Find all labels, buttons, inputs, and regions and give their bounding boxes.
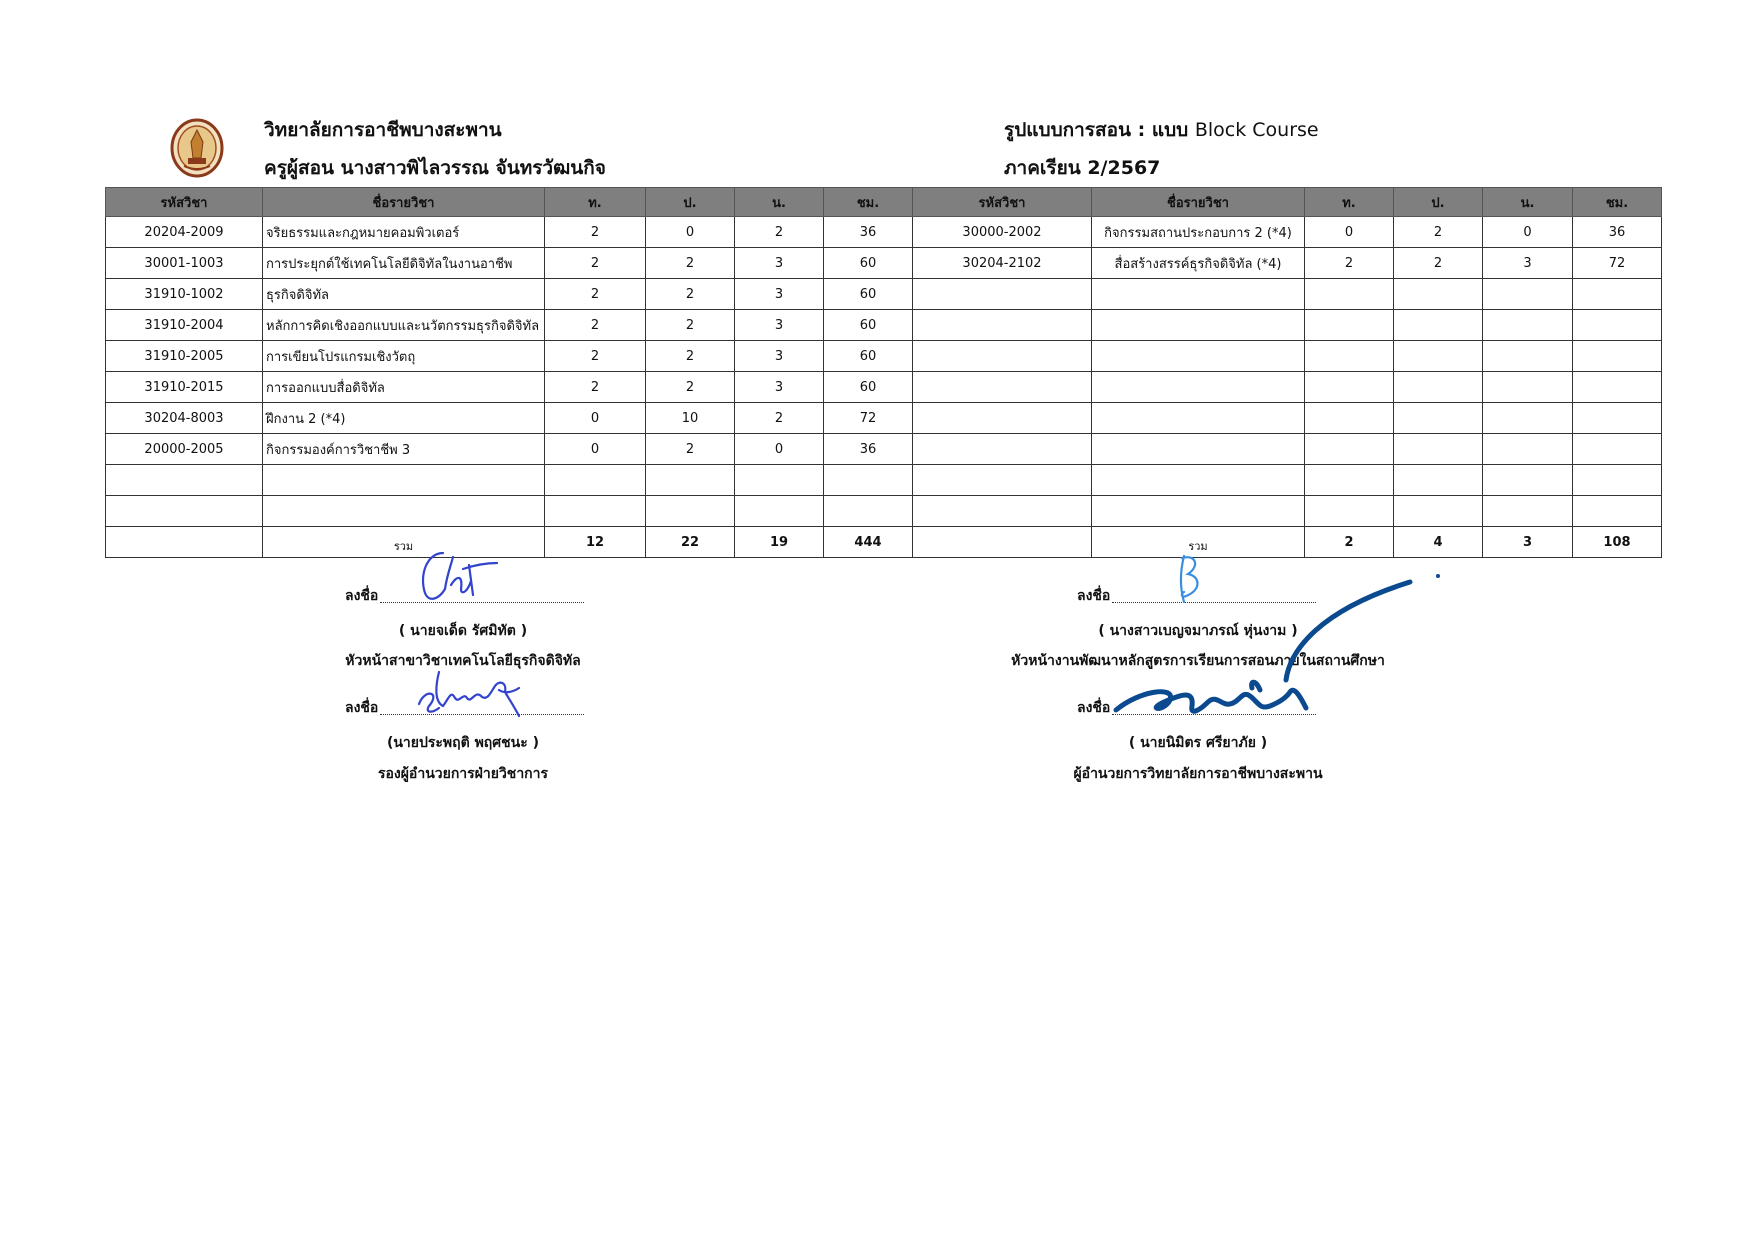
table-row	[106, 403, 1662, 434]
table-cell	[1305, 403, 1394, 434]
table-cell: 3	[735, 372, 824, 403]
table-cell	[106, 496, 263, 527]
col-header: ป.	[646, 188, 735, 217]
signer-name: ( นางสาวเบญจมาภรณ์ หุ่นงาม )	[1098, 623, 1298, 639]
table-cell	[545, 465, 646, 496]
table-cell	[1573, 434, 1662, 465]
table-cell	[1394, 279, 1483, 310]
table-cell	[1483, 341, 1573, 372]
table-cell	[1092, 310, 1305, 341]
signer-name: (นายประพฤติ พฤศชนะ )	[386, 735, 540, 751]
signature-line-head-curriculum	[1077, 585, 1316, 607]
table-cell	[913, 372, 1092, 403]
total-cell: 444	[824, 527, 913, 558]
total-cell: 19	[735, 527, 824, 558]
table-cell	[1092, 496, 1305, 527]
table-cell	[1573, 372, 1662, 403]
total-cell: 2	[1305, 527, 1394, 558]
table-cell	[1483, 403, 1573, 434]
signer-title: ผู้อำนวยการวิทยาลัยการอาชีพบางสะพาน	[1073, 766, 1323, 782]
signer-title: หัวหน้างานพัฒนาหลักสูตรการเรียนการสอนภายในสถานศึกษา	[1011, 653, 1385, 669]
table-cell: 30000-2002	[913, 217, 1092, 248]
table-cell	[1483, 310, 1573, 341]
table-cell	[913, 403, 1092, 434]
col-header: ชื่อรายวิชา	[263, 188, 545, 217]
table-cell	[545, 496, 646, 527]
table-row	[106, 279, 1662, 310]
table-cell	[646, 465, 735, 496]
table-cell: 2	[1394, 217, 1483, 248]
table-cell: 3	[735, 279, 824, 310]
teaching-format	[1004, 115, 1319, 145]
table-cell	[913, 279, 1092, 310]
table-cell	[106, 465, 263, 496]
table-cell: จริยธรรมและกฎหมายคอมพิวเตอร์	[263, 217, 545, 248]
table-cell	[1573, 465, 1662, 496]
table-cell	[263, 496, 545, 527]
table-cell: 2	[646, 341, 735, 372]
table-cell	[1305, 434, 1394, 465]
sign-label: ลงชื่อ	[345, 700, 379, 716]
table-cell	[646, 496, 735, 527]
table-cell	[1573, 496, 1662, 527]
table-cell	[1305, 465, 1394, 496]
table-cell: 0	[735, 434, 824, 465]
sign-label: ลงชื่อ	[1077, 700, 1111, 716]
table-cell: 36	[1573, 217, 1662, 248]
table-row	[106, 217, 1662, 248]
col-header: ท.	[1305, 188, 1394, 217]
semester: ภาคเรียน 2/2567	[1004, 157, 1161, 179]
teaching-format-label: รูปแบบการสอน : แบบ	[1004, 119, 1195, 141]
table-row	[106, 465, 1662, 496]
signer-name: ( นายจเด็ด รัศมิทัต )	[398, 623, 528, 639]
table-cell	[824, 465, 913, 496]
table-cell: 31910-2015	[106, 372, 263, 403]
total-label: รวม	[1092, 527, 1305, 558]
table-cell: 2	[1305, 248, 1394, 279]
table-cell: 2	[545, 341, 646, 372]
table-cell: 2	[545, 279, 646, 310]
teacher-name: ครูผู้สอน นางสาวพิไลวรรณ จันทรวัฒนกิจ	[264, 157, 606, 179]
table-row	[106, 496, 1662, 527]
table-cell	[1092, 403, 1305, 434]
table-cell	[1394, 465, 1483, 496]
table-cell	[1573, 279, 1662, 310]
table-cell: การออกแบบสื่อดิจิทัล	[263, 372, 545, 403]
table-cell: 30204-8003	[106, 403, 263, 434]
table-cell	[106, 527, 263, 558]
college-seal-logo	[170, 118, 224, 178]
college-name: วิทยาลัยการอาชีพบางสะพาน	[264, 119, 502, 141]
table-cell: 2	[1394, 248, 1483, 279]
teaching-format-value: Block Course	[1194, 119, 1319, 141]
table-cell: 31910-1002	[106, 279, 263, 310]
course-schedule-table	[105, 187, 1662, 558]
col-header: รหัสวิชา	[106, 188, 263, 217]
signer-title: หัวหน้าสาขาวิชาเทคโนโลยีธุรกิจดิจิทัล	[345, 653, 581, 669]
table-cell: 2	[646, 310, 735, 341]
table-cell: 2	[735, 217, 824, 248]
table-cell: 10	[646, 403, 735, 434]
table-cell	[1305, 341, 1394, 372]
col-header: รหัสวิชา	[913, 188, 1092, 217]
sign-label: ลงชื่อ	[345, 588, 379, 604]
table-cell: 2	[646, 248, 735, 279]
table-cell: 2	[545, 310, 646, 341]
table-cell	[1483, 496, 1573, 527]
table-cell	[1394, 310, 1483, 341]
table-cell	[1483, 434, 1573, 465]
table-cell: 0	[646, 217, 735, 248]
table-cell: ธุรกิจดิจิทัล	[263, 279, 545, 310]
table-cell	[913, 465, 1092, 496]
table-cell	[1483, 372, 1573, 403]
table-cell	[913, 527, 1092, 558]
table-row	[106, 372, 1662, 403]
table-cell: กิจกรรมองค์การวิชาชีพ 3	[263, 434, 545, 465]
signature-line-deputy	[345, 697, 584, 719]
table-cell	[1305, 279, 1394, 310]
table-cell: 2	[545, 248, 646, 279]
table-cell	[824, 496, 913, 527]
table-cell: 60	[824, 341, 913, 372]
table-cell	[1573, 341, 1662, 372]
total-cell: 12	[545, 527, 646, 558]
table-cell	[1092, 372, 1305, 403]
table-row	[106, 341, 1662, 372]
table-cell: 30204-2102	[913, 248, 1092, 279]
table-cell: 3	[735, 248, 824, 279]
table-cell	[1394, 372, 1483, 403]
table-cell	[1092, 434, 1305, 465]
table-cell: 2	[646, 279, 735, 310]
table-cell: 60	[824, 279, 913, 310]
table-cell: 0	[545, 434, 646, 465]
col-header: น.	[1483, 188, 1573, 217]
table-cell: 0	[1305, 217, 1394, 248]
signer-title: รองผู้อำนวยการฝ่ายวิชาการ	[377, 766, 549, 782]
table-cell: 36	[824, 217, 913, 248]
table-cell	[1573, 403, 1662, 434]
col-header: ท.	[545, 188, 646, 217]
table-cell	[1483, 465, 1573, 496]
table-cell: 31910-2005	[106, 341, 263, 372]
table-cell	[1305, 372, 1394, 403]
table-cell	[1394, 403, 1483, 434]
table-cell: หลักการคิดเชิงออกแบบและนวัตกรรมธุรกิจดิจิทัล	[263, 310, 545, 341]
table-cell: 30001-1003	[106, 248, 263, 279]
table-cell: 36	[824, 434, 913, 465]
table-cell: 72	[1573, 248, 1662, 279]
table-cell: 2	[735, 403, 824, 434]
total-cell: 3	[1483, 527, 1573, 558]
table-cell	[1483, 279, 1573, 310]
table-cell	[913, 434, 1092, 465]
table-cell: 31910-2004	[106, 310, 263, 341]
table-cell: ฝึกงาน 2 (*4)	[263, 403, 545, 434]
table-cell	[1394, 341, 1483, 372]
col-header: ป.	[1394, 188, 1483, 217]
table-cell: 3	[735, 341, 824, 372]
table-cell	[735, 496, 824, 527]
table-row	[106, 310, 1662, 341]
table-cell	[1092, 465, 1305, 496]
table-cell: 3	[735, 310, 824, 341]
table-cell: 60	[824, 372, 913, 403]
signer-name: ( นายนิมิตร ศรียาภัย )	[1128, 735, 1268, 751]
total-cell: 108	[1573, 527, 1662, 558]
table-cell: 3	[1483, 248, 1573, 279]
table-row	[106, 248, 1662, 279]
table-cell: 2	[646, 434, 735, 465]
table-cell: กิจกรรมสถานประกอบการ 2 (*4)	[1092, 217, 1305, 248]
total-cell: 22	[646, 527, 735, 558]
col-header: ชม.	[1573, 188, 1662, 217]
table-cell: 20000-2005	[106, 434, 263, 465]
table-cell: สื่อสร้างสรรค์ธุรกิจดิจิทัล (*4)	[1092, 248, 1305, 279]
table-cell	[1305, 496, 1394, 527]
table-header-row	[106, 188, 1662, 217]
table-cell	[913, 496, 1092, 527]
table-cell: 60	[824, 248, 913, 279]
table-cell	[1394, 496, 1483, 527]
table-cell: 2	[545, 217, 646, 248]
table-cell	[1092, 279, 1305, 310]
table-row	[106, 434, 1662, 465]
total-label: รวม	[263, 527, 545, 558]
table-cell	[1573, 310, 1662, 341]
table-cell	[913, 341, 1092, 372]
table-cell: การประยุกต์ใช้เทคโนโลยีดิจิทัลในงานอาชีพ	[263, 248, 545, 279]
signature-line-head-it	[345, 585, 584, 607]
table-cell: 60	[824, 310, 913, 341]
sign-label: ลงชื่อ	[1077, 588, 1111, 604]
table-cell	[1092, 341, 1305, 372]
col-header: ชม.	[824, 188, 913, 217]
total-cell: 4	[1394, 527, 1483, 558]
table-cell: 72	[824, 403, 913, 434]
table-cell	[263, 465, 545, 496]
table-cell	[913, 310, 1092, 341]
table-cell	[735, 465, 824, 496]
col-header: ชื่อรายวิชา	[1092, 188, 1305, 217]
total-row	[106, 527, 1662, 558]
table-cell: 2	[646, 372, 735, 403]
col-header: น.	[735, 188, 824, 217]
table-cell: 20204-2009	[106, 217, 263, 248]
table-cell: การเขียนโปรแกรมเชิงวัตถุ	[263, 341, 545, 372]
signature-line-director	[1077, 697, 1316, 719]
table-cell	[1394, 434, 1483, 465]
table-cell: 0	[545, 403, 646, 434]
table-cell	[1305, 310, 1394, 341]
table-cell: 2	[545, 372, 646, 403]
table-cell: 0	[1483, 217, 1573, 248]
